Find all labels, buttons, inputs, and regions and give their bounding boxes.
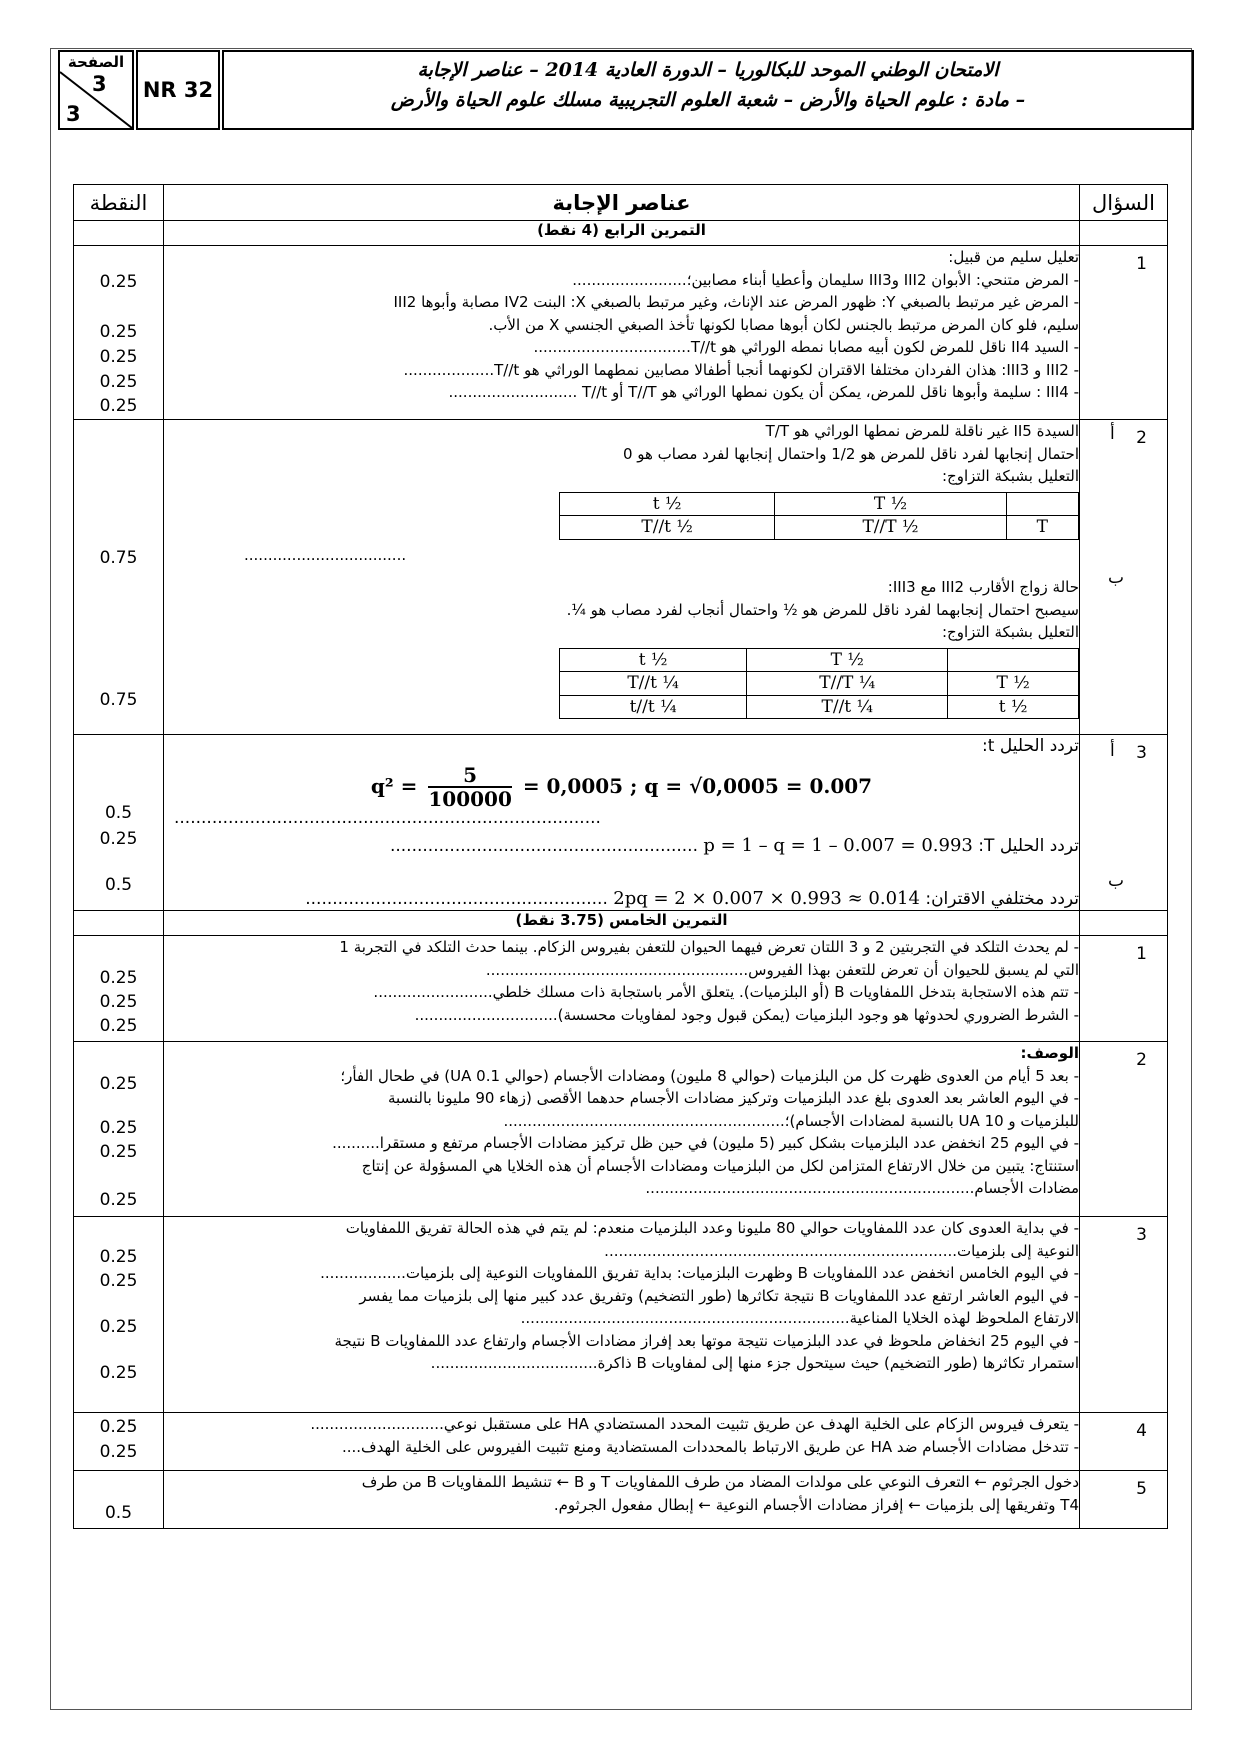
answer-table	[73, 184, 1168, 1529]
exercise-5-title: التمرين الخامس (3.75 نقط)	[164, 911, 1080, 936]
q4-2-a-label: أ	[1110, 424, 1115, 444]
score: 0.25	[99, 347, 138, 367]
answer-line: - في اليوم 25 انخفاض ملحوظ في عدد البلزميات نتيجة موتها بعد إفراز مضادات الأجسام وارتفاع عدد اللمفاويات B نتيجة	[334, 1331, 1079, 1350]
answer-line: - تتدخل مضادات الأجسام ضد HA عن طريق الارتباط بالمحددات المستضادية ومنع تثبيت الفيروس على الخلية الهدف....	[341, 1437, 1079, 1456]
answer-line: حالة زواج الأقارب III2 مع III3:	[887, 578, 1079, 596]
answer-line: دخول الجرثوم ← التعرف النوعي على مولدات المضاد من طرف اللمفاويات T و B ← تنشيط اللمفاويات B من طرف	[361, 1473, 1079, 1491]
score: 0.25	[99, 1016, 138, 1036]
grid-cell: T ½	[948, 672, 1079, 696]
heterozygous-label: تردد مختلفي الاقتران:	[925, 888, 1079, 909]
page-number-box	[58, 50, 134, 130]
answer-line: استنتاج: يتبين من خلال الارتفاع المتزامن لكل من البلزميات ومضادات الأجسام أن هذه الخلايا هي المسؤولة عن إنتاج	[361, 1156, 1079, 1175]
q5-3-number: 3	[1136, 1225, 1147, 1245]
score: 0.25	[99, 968, 138, 988]
header-title-box	[222, 50, 1194, 130]
column-answer: عناصر الإجابة	[164, 185, 1080, 221]
page-label: الصفحة	[67, 53, 125, 71]
score: 0.25	[99, 1442, 138, 1462]
score: 0.25	[99, 1074, 138, 1094]
score: 0.25	[99, 1317, 138, 1337]
q5-1-number: 1	[1136, 944, 1147, 964]
answer-line: - في اليوم الخامس انخفض عدد اللمفاويات B وظهرت البلزميات: بداية تفريق اللمفاويات النوعية إلى بلزميات..................	[320, 1264, 1079, 1282]
q5-3-answer	[164, 1217, 1080, 1413]
answer-line: - بعد 5 أيام من العدوى ظهرت كل من البلزميات (حوالي 8 مليون) ومضادات الأجسام (حوالي 0.1 UA) في طحال الفأر؛	[340, 1066, 1079, 1085]
allele-T-expr: p = 1 – q = 1 – 0.007 = 0.993	[703, 835, 973, 856]
answer-line: - في اليوم 25 انخفض عدد البلزميات بشكل كبير (5 مليون) في حين ظل تركيز مضادات الأجسام مرتفع و مستقرا..........	[332, 1134, 1079, 1152]
score: 0.25	[99, 829, 138, 849]
fraction	[428, 764, 512, 811]
q4-1-answer	[164, 246, 1080, 420]
grid-cell: T//t ½	[560, 516, 775, 540]
header-line-2: – مادة : علوم الحياة والأرض – شعبة العلوم التجريبية مسلك علوم الحياة والأرض	[390, 89, 1026, 111]
column-question: السؤال	[1080, 185, 1168, 221]
answer-line: احتمال إنجابها لفرد ناقل للمرض هو 1/2 واحتمال إنجابها لفرد مصاب هو 0	[622, 444, 1079, 463]
answer-line: تردد الحليل t:	[982, 736, 1079, 756]
score: 0.75	[99, 690, 138, 710]
answer-line: الارتفاع الملحوظ لهذه الخلايا المناعية.....................................................................	[520, 1309, 1079, 1327]
answer-line: T4 وتفريقها إلى بلزميات ← إفراز مضادات الأجسام النوعية ← إبطال مفعول الجرثوم.	[553, 1495, 1079, 1514]
grid-cell	[1006, 492, 1078, 516]
grid-cell: t ½	[560, 648, 747, 672]
answer-line: - III2 و III3: هذان الفردان مختلفا الاقتران لكونهما أنجبا أطفالا مصابين نمطهما الوراثي هو T//t...................	[403, 360, 1079, 379]
score: 0.5	[104, 875, 133, 895]
grid-cell: t ½	[560, 492, 775, 516]
answer-line: تعليل سليم من قبيل:	[948, 248, 1079, 266]
score: 0.25	[99, 1190, 138, 1210]
score: 0.25	[99, 1247, 138, 1267]
answer-line: - الشرط الضروري لحدوثها هو وجود البلزميات (يمكن قبول وجود لمفاويات محسسة)..............................	[414, 1005, 1079, 1024]
grid-cell: t//t ¼	[560, 695, 747, 719]
answer-line: - في اليوم العاشر بعد العدوى بلغ عدد البلزميات وتركيز مضادات الأجسام حدهما الأقصى (زهاء 90 مليونا بالنسبة	[387, 1089, 1079, 1107]
score: 0.75	[99, 548, 138, 568]
q4-2-number: 2	[1136, 428, 1147, 448]
description-heading: الوصف:	[1020, 1044, 1079, 1062]
q4-2-answer	[164, 420, 1080, 735]
answer-line: سيصبح احتمال إنجابهما لفرد ناقل للمرض هو ½ واحتمال أنجاب لفرد مصاب هو ¼.	[566, 600, 1079, 619]
answer-line: - المرض متنحي: الأبوان III2 وIII3 سليمان وأعطيا أبناء مصابين؛........................	[572, 270, 1079, 289]
grid-cell: T//T ¼	[747, 672, 948, 696]
score: 0.5	[104, 1503, 133, 1523]
answer-line: النوعية إلى بلزميات..........................................................................	[604, 1241, 1079, 1260]
q5-5-answer	[164, 1471, 1080, 1529]
answer-line: - لم يحدث التلكد في التجربتين 2 و 3 اللتان تعرض فيهما الحيوان للتعفن بفيروس الزكام. بينما حدث التلكد في التجربة 1	[339, 938, 1079, 956]
answer-line	[164, 888, 1079, 911]
grid-cell: T ½	[775, 492, 1006, 516]
grid-cell: T ½	[747, 648, 948, 672]
dots: ........................................................	[305, 888, 608, 909]
score: 0.25	[99, 372, 138, 392]
answer-line: - في اليوم العاشر ارتفع عدد اللمفاويات B نتيجة تكاثرها (طور التضخيم) وتفريق عدد كبير منها إلى بلزميات مما يفسر	[359, 1286, 1079, 1305]
q4-1-number: 1	[1136, 254, 1147, 274]
fraction-denominator: 100000	[428, 787, 512, 811]
score: 0.25	[99, 396, 138, 416]
dots: ...............................................................................	[174, 807, 601, 828]
grid-cell: T//t ¼	[560, 672, 747, 696]
answer-line: - تتم هذه الاستجابة بتدخل اللمفاويات B (أو البلزميات). يتعلق الأمر باستجابة ذات مسلك خلطي.........................	[373, 983, 1079, 1001]
grid-cell: T	[1006, 516, 1078, 540]
grid-cell: t ½	[948, 695, 1079, 719]
score: 0.25	[99, 1363, 138, 1383]
fraction-numerator: 5	[428, 764, 512, 789]
q4-2-b-label: ب	[1108, 568, 1125, 588]
grid-cell	[948, 648, 1079, 672]
answer-line: التي لم يسبق للحيوان أن تعرض للتعفن بهذا الفيروس.......................................................	[485, 960, 1079, 979]
answer-line: - المرض غير مرتبط بالصبغي Y: ظهور المرض عند الإناث، وغير مرتبط بالصبغي X: البنت IV2 مصابة وأبوها III2	[393, 293, 1079, 311]
column-score: النقطة	[74, 185, 164, 221]
allele-T-label: تردد الحليل T:	[978, 836, 1079, 856]
answer-line	[164, 835, 1079, 858]
punnett-grid-b	[559, 648, 1079, 720]
heterozygous-expr: 2pq = 2 × 0.007 × 0.993 ≈ 0.014	[613, 887, 920, 909]
answer-line: - السيد II4 ناقل للمرض لكون أبيه مصابا نمطه الوراثي هو T//t.................................	[533, 338, 1079, 356]
answer-line: - III4 : سليمة وأبوها ناقل للمرض، يمكن أن يكون نمطها الوراثي هو T//T أو T//t ...........................	[448, 383, 1079, 401]
answer-line: - في بداية العدوى كان عدد اللمفاويات حوالي 80 مليونا وعدد البلزميات منعدم: لم يتم في هذه الحالة تفريق اللمفاويات	[345, 1219, 1079, 1237]
score: 0.25	[99, 1118, 138, 1138]
dots: ..................................	[244, 545, 407, 564]
exercise-4-title: التمرين الرابع (4 نقط)	[164, 221, 1080, 246]
q4-3-a-label: أ	[1110, 741, 1115, 761]
q4-3-number: 3	[1136, 743, 1147, 763]
q5-5-number: 5	[1136, 1479, 1147, 1499]
q4-3-b-label: ب	[1108, 871, 1125, 891]
score: 0.25	[99, 272, 138, 292]
punnett-grid-a	[559, 492, 1079, 540]
answer-line: - يتعرف فيروس الزكام على الخلية الهدف عن طريق تثبيت المحدد المستضادي HA على مستقبل نوعي............................	[310, 1415, 1079, 1433]
q5-4-number: 4	[1136, 1421, 1147, 1441]
header-line-1: الامتحان الوطني الموحد للبكالوريا – الدورة العادية 2014 – عناصر الإجابة	[417, 59, 999, 81]
answer-line: استمرار تكاثرها (طور التضخيم) حيث سيتحول جزء منها إلى لمفاويات B ذاكرة...................................	[430, 1354, 1079, 1372]
page-number: 3	[92, 72, 107, 96]
q5-2-number: 2	[1136, 1050, 1147, 1070]
answer-line: سليم، فلو كان المرض مرتبط بالجنس لكان أبوها مصابا لكونها تأخذ الصبغي الجنسي X من الأب.	[488, 315, 1079, 334]
grid-cell: T//T ½	[775, 516, 1006, 540]
q5-1-answer	[164, 936, 1080, 1042]
formula-rest: = 0,0005 ; q = √0,0005 = 0.007	[522, 773, 873, 798]
formula-q2: q² =	[370, 773, 418, 798]
score: 0.25	[99, 1417, 138, 1437]
exam-code: NR 32	[136, 50, 220, 130]
q5-4-answer	[164, 1413, 1080, 1471]
answer-line: للبلزميات و 10 UA بالنسبة لمضادات الأجسام)؛...........................................................	[503, 1111, 1079, 1130]
answer-line: التعليل بشبكة التزاوج:	[942, 623, 1079, 641]
page-total: 3	[66, 102, 81, 126]
score: 0.5	[104, 803, 133, 823]
frequency-formula	[164, 764, 1079, 811]
answer-line: التعليل بشبكة التزاوج:	[942, 467, 1079, 485]
q4-3-answer	[164, 735, 1080, 911]
answer-line: السيدة II5 غير ناقلة للمرض نمطها الوراثي هو T/T	[765, 422, 1079, 440]
answer-line: مضادات الأجسام.....................................................................	[645, 1179, 1079, 1197]
score: 0.25	[99, 992, 138, 1012]
q5-2-answer	[164, 1042, 1080, 1217]
score: 0.25	[99, 1271, 138, 1291]
score: 0.25	[99, 1142, 138, 1162]
grid-cell: T//t ¼	[747, 695, 948, 719]
dots: .........................................................	[389, 836, 698, 856]
score: 0.25	[99, 322, 138, 342]
